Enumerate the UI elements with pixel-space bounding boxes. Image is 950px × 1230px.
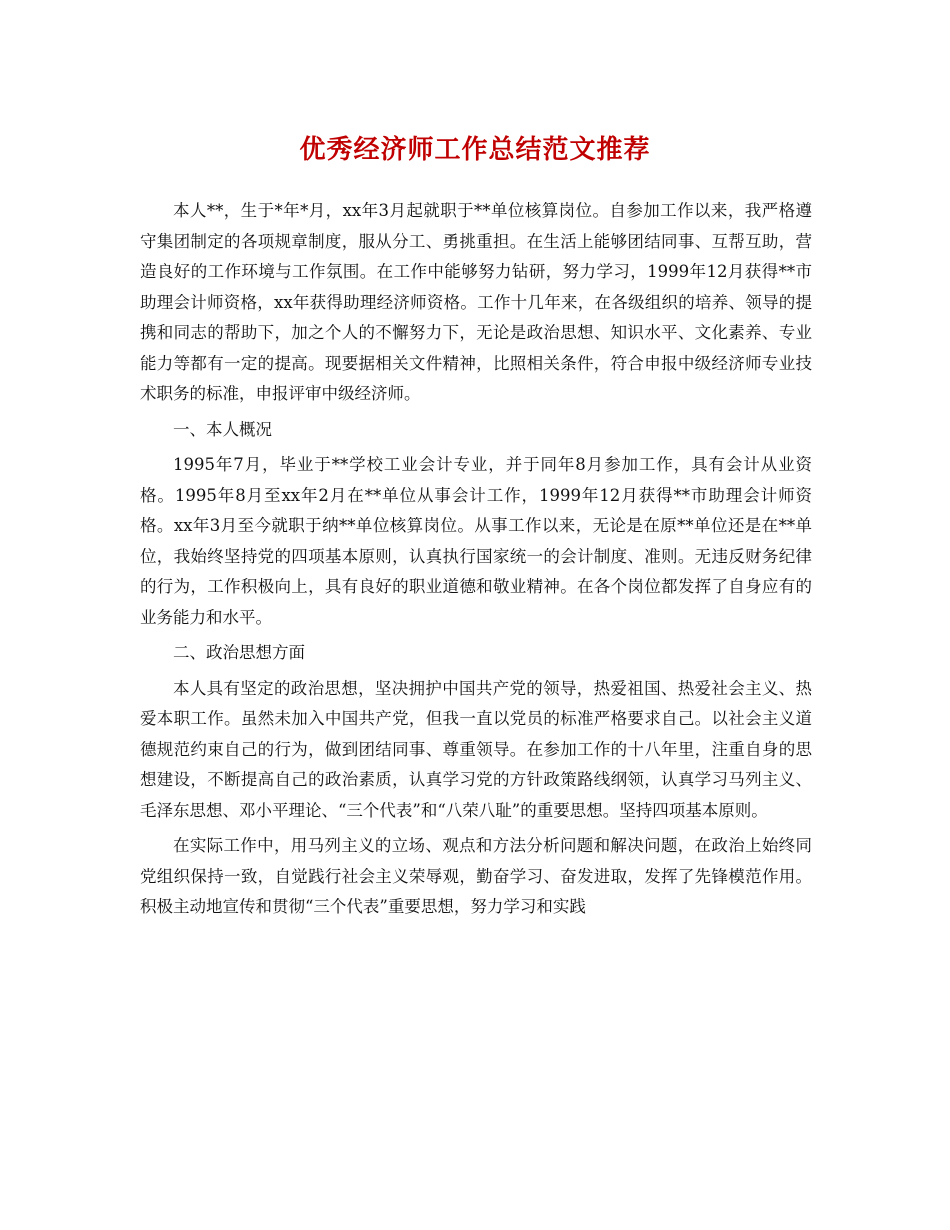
paragraph-practice: 在实际工作中，用马列主义的立场、观点和方法分析问题和解决问题，在政治上始终同党组织保持一致，自觉践行社会主义荣辱观，勤奋学习、奋发进取，发挥了先锋模范作用。积极主动地宣传和贯彻“三个代表”重要思想，努力学习和实践 [140, 836, 812, 916]
document-title: 优秀经济师工作总结范文推荐 [299, 135, 651, 165]
document-body [140, 196, 812, 923]
section-heading-political: 二、政治思想方面 [173, 643, 305, 662]
paragraph-overview: 1995年7月，毕业于**学校工业会计专业，并于同年8月参加工作，具有会计从业资格。1995年8月至xx年2月在**单位从事会计工作，1999年12月获得**市助理会计师资格。xx年3月至今就职于纳**单位核算岗位。从事工作以来，无论是在原**单位还是在**单位，我始终坚持党的四项基本原则，认真执行国家统一的会计制度、准则。无违反财务纪律的行为，工作积极向上，具有良好的职业道德和敬业精神。在各个岗位都发挥了自身应有的业务能力和水平。 [140, 455, 812, 627]
paragraph-intro: 本人**，生于*年*月，xx年3月起就职于**单位核算岗位。自参加工作以来，我严格遵守集团制定的各项规章制度，服从分工、勇挑重担。在生活上能够团结同事、互帮互助，营造良好的工作环境与工作氛围。在工作中能够努力钻研，努力学习，1999年12月获得**市助理会计师资格，xx年获得助理经济师资格。工作十几年来，在各级组织的培养、领导的提携和同志的帮助下，加之个人的不懈努力下，无论是政治思想、知识水平、文化素养、专业能力等都有一定的提高。现要据相关文件精神，比照相关条件，符合申报中级经济师专业技术职务的标准，申报评审中级经济师。 [140, 201, 812, 403]
paragraph-political: 本人具有坚定的政治思想，坚决拥护中国共产党的领导，热爱祖国、热爱社会主义、热爱本职工作。虽然未加入中国共产党，但我一直以党员的标准严格要求自己。以社会主义道德规范约束自己的行为，做到团结同事、尊重领导。在参加工作的十八年里，注重自身的思想建设，不断提高自己的政治素质，认真学习党的方针政策路线纲领，认真学习马列主义、毛泽东思想、邓小平理论、“三个代表”和“八荣八耻”的重要思想。坚持四项基本原则。 [140, 678, 812, 820]
section-heading-overview: 一、本人概况 [173, 419, 272, 439]
